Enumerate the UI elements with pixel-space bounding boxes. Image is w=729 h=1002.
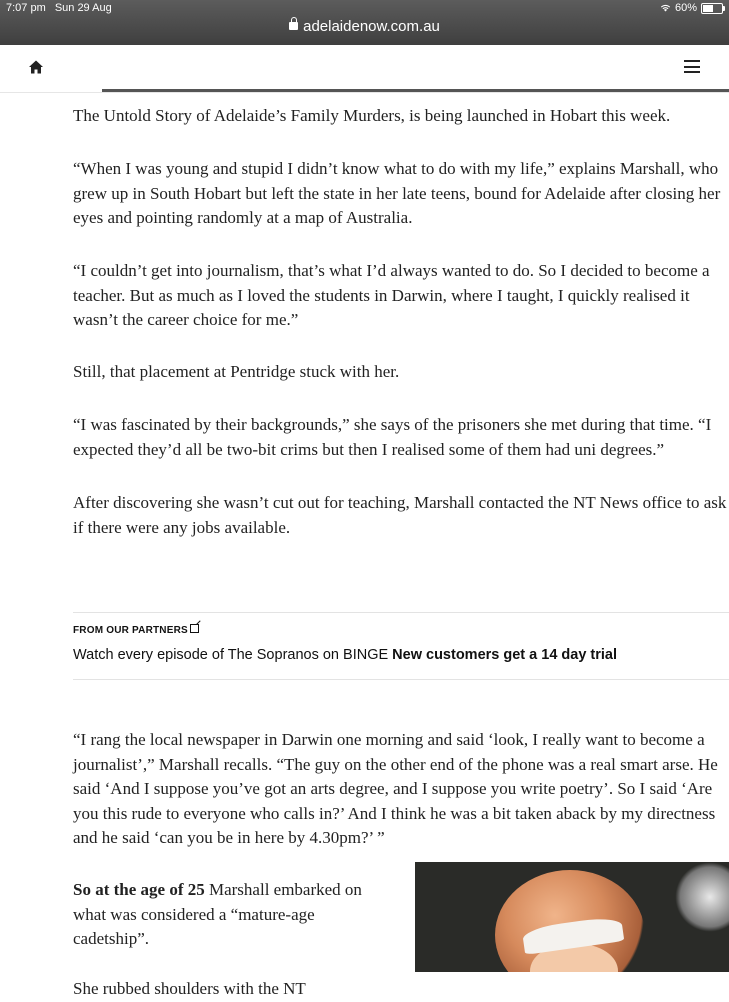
hamburger-menu-icon[interactable] — [684, 60, 700, 74]
site-nav — [0, 45, 729, 90]
nav-divider — [0, 92, 729, 93]
battery-percent: 60% — [674, 2, 697, 14]
article-paragraph: The Untold Story of Adelaide’s Family Murders, is being launched in Hobart this week. — [73, 106, 671, 125]
article-paragraph: She rubbed shoulders with the NT — [73, 979, 306, 998]
article-paragraph: Still, that placement at Pentridge stuck with her. — [73, 362, 400, 381]
article-paragraph: “I couldn’t get into journalism, that’s what I’d always wanted to do. So I decided to become a teacher. But as much as I loved the students in Darwin, where I taught, I quickly realised it wasn’t the career choice for me.” — [73, 261, 710, 329]
status-bar-right — [660, 2, 723, 14]
article-paragraph: After discovering she wasn’t cut out for teaching, Marshall contacted the NT News office to ask if there were any jobs available. — [73, 493, 727, 537]
article-paragraph: So at the age of 25 Marshall embarked on what was considered a “mature-age cadetship”. — [73, 880, 362, 948]
external-link-icon — [190, 624, 199, 633]
partner-promo-link[interactable] — [73, 647, 617, 663]
article-paragraph: “When I was young and stupid I didn’t know what to do with my life,” explains Marshall, who grew up in South Hobart but left the state in her late teens, bound for Adelaide after closing her eyes and pointing randomly at a map of Australia. — [73, 159, 721, 227]
battery-icon — [701, 3, 723, 14]
article-paragraph: “I was fascinated by their backgrounds,” she says of the prisoners she met during that time. “I expected they’d all be two-bit crims but then I realised some of them had uni degrees.” — [73, 415, 712, 459]
partner-promo-cta: New customers get a 14 day trial — [392, 647, 618, 663]
article-photo[interactable] — [415, 862, 729, 972]
address-bar[interactable] — [0, 18, 729, 35]
partners-label: FROM OUR PARTNERS — [73, 624, 199, 636]
status-date: Sun 29 Aug — [54, 2, 112, 14]
url-text: adelaidenow.com.au — [303, 18, 440, 35]
partner-promo[interactable] — [73, 612, 729, 680]
status-time: 7:07 pm — [6, 2, 46, 14]
wifi-icon — [660, 4, 671, 12]
partner-promo-text: Watch every episode of The Sopranos on BINGE — [73, 647, 393, 663]
home-icon[interactable] — [28, 59, 44, 75]
article-bold-lead: So at the age of 25 — [73, 880, 205, 899]
article-paragraph: “I rang the local newspaper in Darwin one morning and said ‘look, I really want to become a journalist’,” Marshall recalls. “The guy on the other end of the phone was a real smart arse. He said ‘And I suppose you’ve got an arts degree, and I suppose you write poetry’. So I said ‘Are you this rude to everyone who calls in?’ And I think he was a bit taken aback by my directness and he said ‘can you be in here by 4.30pm?’ ” — [73, 730, 718, 847]
browser-top-bar — [0, 0, 729, 45]
lock-icon — [289, 22, 298, 30]
status-bar-left — [6, 2, 118, 14]
